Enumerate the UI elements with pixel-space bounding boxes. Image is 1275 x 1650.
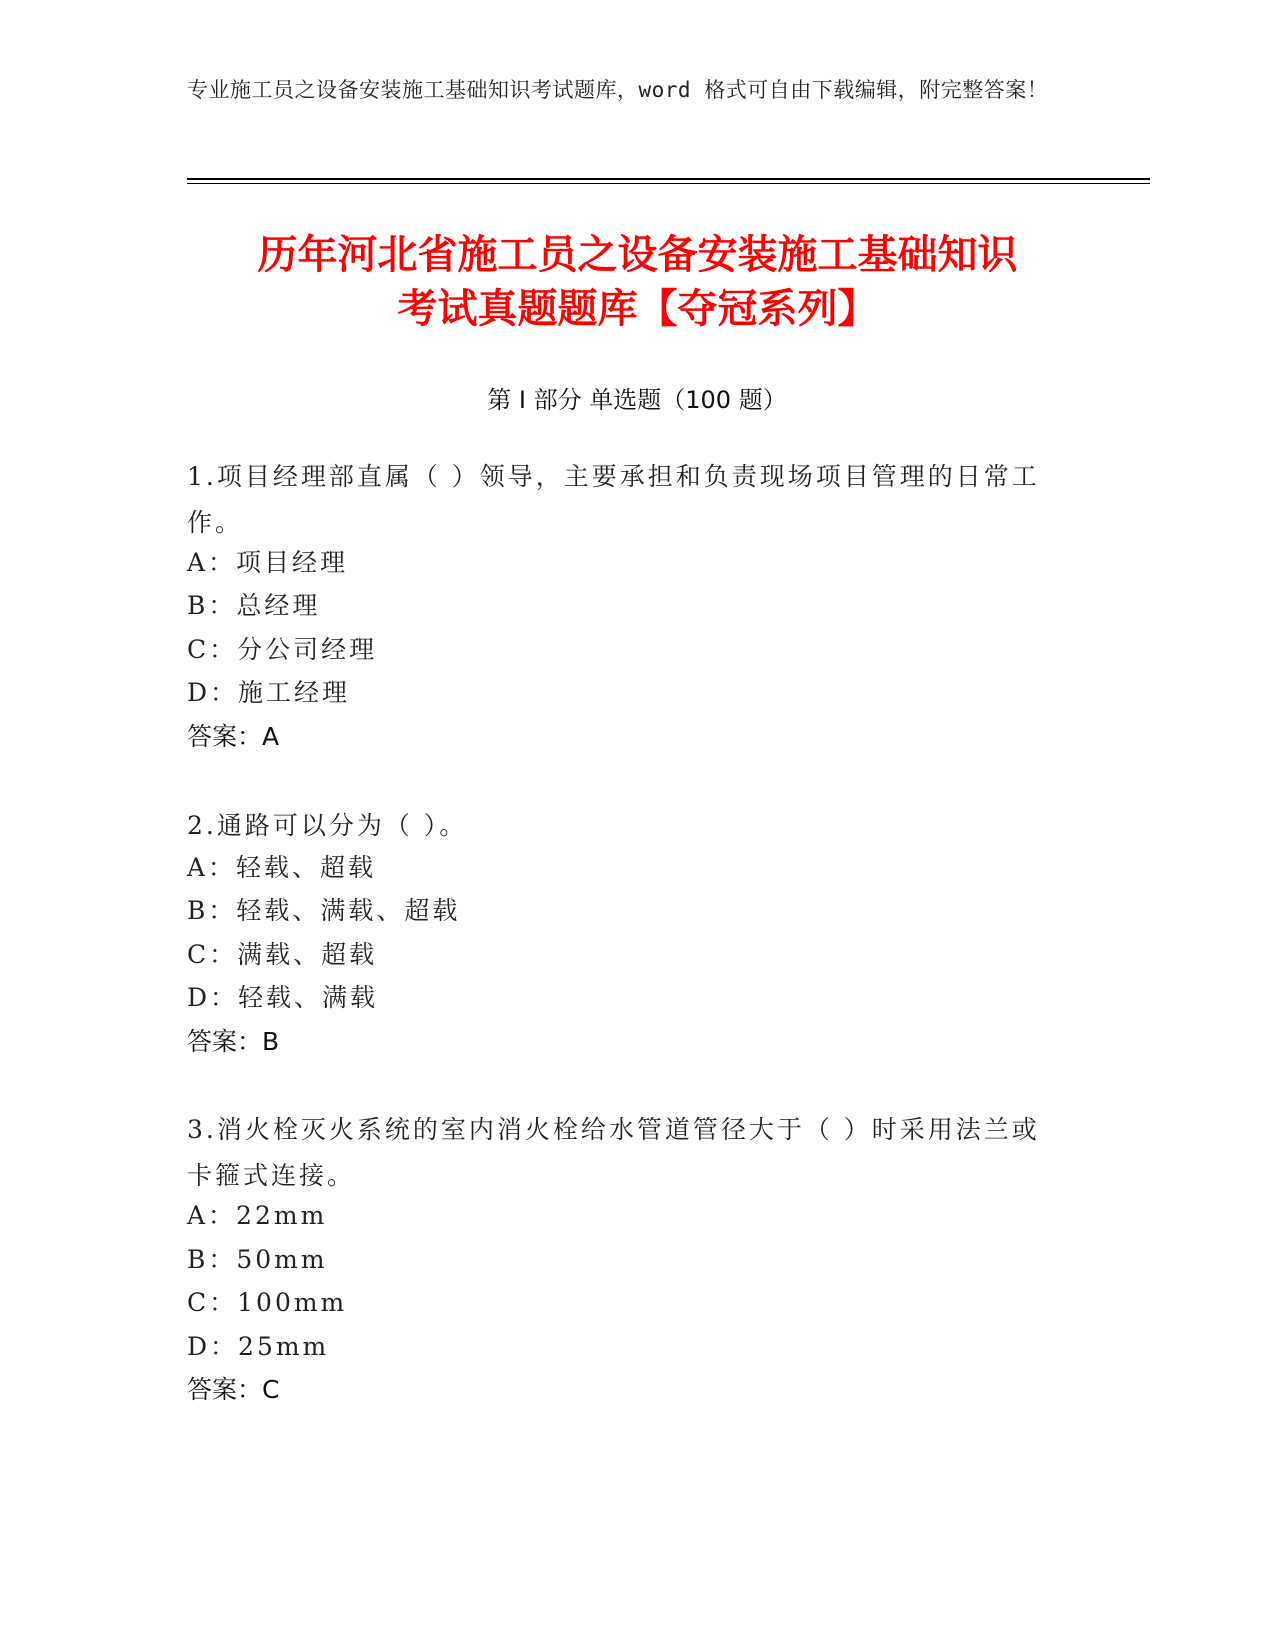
title-line-1: 历年河北省施工员之设备安装施工基础知识: [257, 232, 1018, 278]
question-2-stem: 2.通路可以分为（ ）。: [187, 811, 468, 840]
question-1-option-c: C：分公司经理: [187, 635, 378, 664]
question-1-stem: 1.项目经理部直属（ ）领导，主要承担和负责现场项目管理的日常工作。: [187, 462, 1040, 537]
question-1-option-a: A：项目经理: [187, 548, 349, 577]
question-2-option-a: A：轻载、超载: [187, 853, 377, 882]
question-3-option-d: D：25mm: [187, 1332, 330, 1361]
header-note: 专业施工员之设备安装施工基础知识考试题库，word 格式可自由下载编辑，附完整答案！: [187, 78, 1049, 102]
question-3-stem: 3.消火栓灭火系统的室内消火栓给水管道管径大于（ ）时采用法兰或卡箍式连接。: [187, 1115, 1040, 1190]
question-3-option-a: A：22mm: [187, 1201, 328, 1230]
title-line-2: 考试真题题库【夺冠系列】: [397, 286, 878, 332]
question-2-option-d: D：轻载、满载: [187, 983, 379, 1012]
question-2-option-c: C：满载、超载: [187, 940, 378, 969]
header-rule-thin: [187, 183, 1150, 184]
question-2-answer: 答案：B: [187, 1027, 280, 1056]
question-1-option-d: D：施工经理: [187, 678, 351, 707]
question-3-answer: 答案：C: [187, 1375, 280, 1404]
question-3-option-c: C：100mm: [187, 1288, 348, 1317]
header-rule-thick: [187, 178, 1150, 180]
question-1-answer: 答案：A: [187, 722, 280, 751]
question-1-option-b: B：总经理: [187, 591, 321, 620]
question-2-option-b: B：轻载、满载、超载: [187, 896, 461, 925]
question-3-option-b: B：50mm: [187, 1245, 328, 1274]
document-title: [150, 228, 1125, 336]
section-heading: 第 I 部分 单选题（100 题）: [487, 386, 787, 414]
